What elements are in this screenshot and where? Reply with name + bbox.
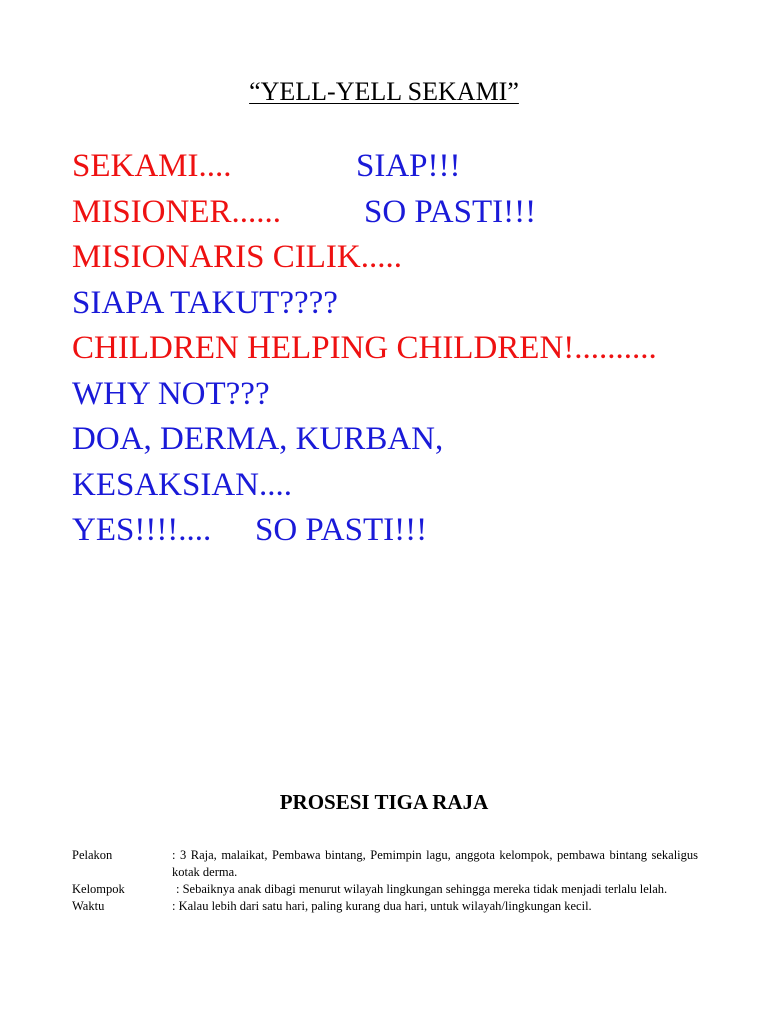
yell-call: CHILDREN HELPING CHILDREN!.......... — [72, 330, 657, 366]
yell-line-7 — [72, 417, 752, 463]
yell-call: YES!!!!.... — [72, 512, 212, 548]
info-row-pelakon — [72, 847, 698, 881]
yell-response: SIAP!!! — [356, 148, 461, 184]
info-row-waktu — [72, 898, 698, 915]
yell-line-4 — [72, 281, 752, 327]
section-title: PROSESI TIGA RAJA — [279, 790, 489, 814]
info-text: : Sebaiknya anak dibagi menurut wilayah lingkungan sehingga mereka tidak menjadi terlalu lelah. — [176, 882, 668, 896]
yell-line-2 — [72, 190, 752, 236]
yell-line-8 — [72, 463, 752, 509]
info-label: Kelompok — [72, 882, 125, 896]
yell-call: SEKAMI.... — [72, 148, 232, 184]
yell-line-3 — [72, 235, 752, 281]
info-table — [72, 847, 698, 915]
yell-line-9 — [72, 508, 752, 554]
yell-response: KESAKSIAN.... — [72, 466, 293, 503]
info-label: Waktu — [72, 899, 105, 913]
info-text: : Kalau lebih dari satu hari, paling kurang dua hari, untuk wilayah/lingkungan kecil. — [172, 899, 592, 913]
yell-response: WHY NOT??? — [72, 375, 270, 412]
yell-line-1 — [72, 144, 752, 190]
yell-response: SO PASTI!!! — [255, 512, 428, 548]
info-text: : 3 Raja, malaikat, Pembawa bintang, Pemimpin lagu, anggota kelompok, pembawa bintang sekaligus kotak derma. — [172, 848, 698, 879]
yell-call: MISIONER...... — [72, 193, 282, 230]
yell-call: MISIONARIS CILIK..... — [72, 239, 402, 275]
page-title — [0, 76, 768, 108]
yell-chant — [72, 144, 752, 554]
yell-response: DOA, DERMA, KURBAN, — [72, 421, 444, 457]
yell-line-5 — [72, 326, 752, 372]
yell-response: SO PASTI!!! — [364, 193, 537, 230]
info-row-kelompok — [72, 881, 698, 898]
yell-response: SIAPA TAKUT???? — [72, 284, 338, 321]
yell-line-6 — [72, 372, 752, 418]
page-title-text: “YELL-YELL SEKAMI” — [249, 77, 519, 106]
info-label: Pelakon — [72, 848, 113, 862]
